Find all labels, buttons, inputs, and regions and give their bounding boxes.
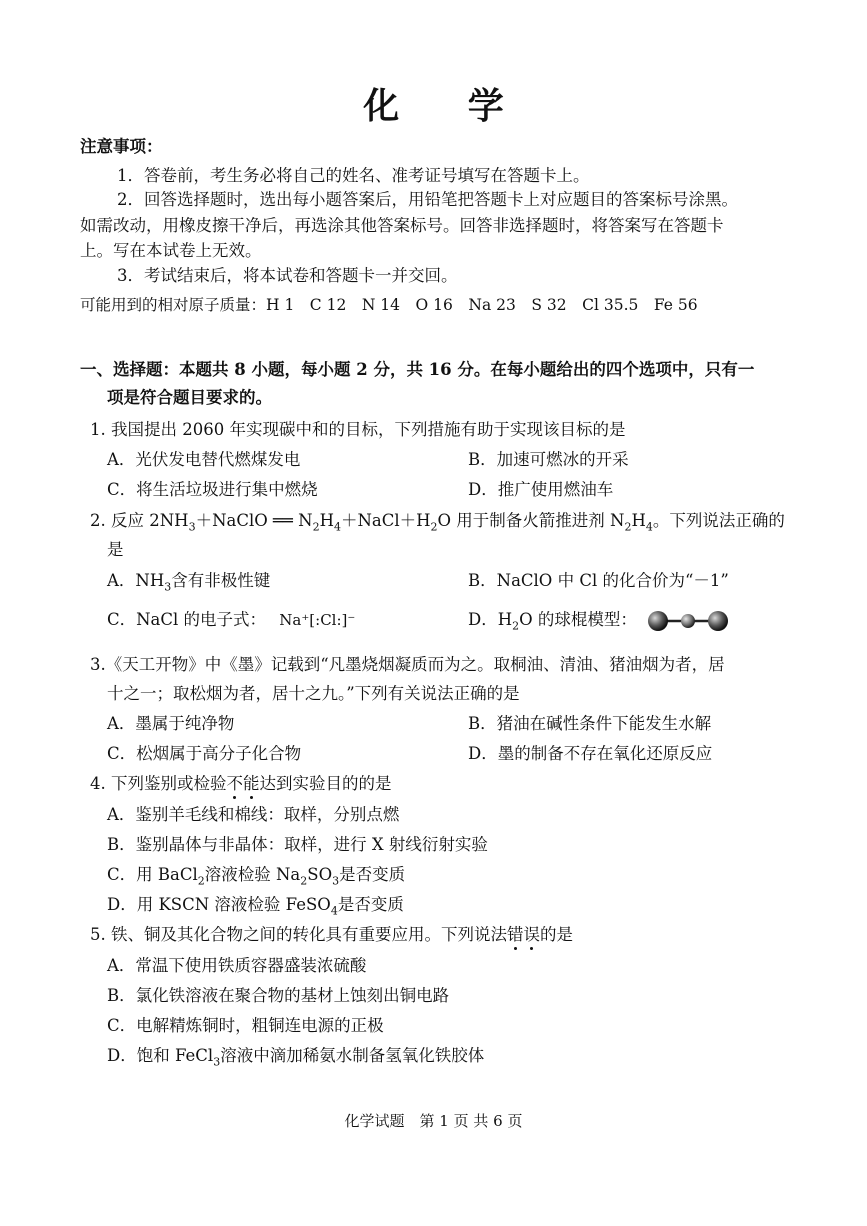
notice-heading: 注意事项： bbox=[80, 137, 163, 156]
q2-stem-cont: 是 bbox=[107, 540, 124, 559]
q5-option-a: A．常温下使用铁质容器盛装浓硫酸 bbox=[107, 956, 367, 975]
nacl-electron-formula: Na⁺[:Cl:]⁻ bbox=[279, 611, 356, 629]
q5-option-c: C．电解精炼铜时，粗铜连电源的正极 bbox=[107, 1016, 384, 1035]
page-title: 化 学 bbox=[363, 86, 532, 127]
q3-option-d: D．墨的制备不存在氧化还原反应 bbox=[468, 744, 713, 763]
q2-stem: 2. 反应 $2NH_3+NaClO$ ══ $N_2H_4+NaCl+H_2O$ 用于制备火箭推进剂 $N_2H_4$。下列说法正确的 bbox=[90, 511, 785, 534]
notice-item-2: 2．回答选择题时，选出每小题答案后，用铅笔把答题卡上对应题目的答案标号涂黑。 bbox=[117, 190, 738, 209]
page-footer: 化学试题 第 1 页 共 6 页 bbox=[344, 1112, 523, 1130]
q3-option-b: B．猪油在碱性条件下能发生水解 bbox=[468, 714, 712, 733]
q3-stem-cont: 十之一；取松烟为者，居十之九。”下列有关说法正确的是 bbox=[107, 684, 520, 703]
q5-stem: 5. 铁、铜及其化合物之间的转化具有重要应用。下列说法错误的是 bbox=[90, 921, 573, 945]
notice-item-2-end: 上。写在本试卷上无效。 bbox=[80, 241, 262, 260]
q5-option-d: D．饱和 FeCl$_3$溶液中滴加稀氨水制备氢氧化铁胶体 bbox=[107, 1046, 485, 1069]
q5-option-b: B．氯化铁溶液在聚合物的基材上蚀刻出铜电路 bbox=[107, 986, 450, 1005]
section-heading: 一、选择题：本题共 8 小题，每小题 2 分，共 16 分。在每小题给出的四个选项中，只有一 bbox=[80, 360, 755, 379]
q3-stem: 3.《天工开物》中《墨》记载到“凡墨烧烟凝质而为之。取桐油、清油、猪油烟为者，居 bbox=[90, 655, 725, 674]
q1-stem: 1. 我国提出 2060 年实现碳中和的目标，下列措施有助于实现该目标的是 bbox=[90, 420, 626, 439]
q4-option-a: A．鉴别羊毛线和棉线：取样，分别点燃 bbox=[107, 805, 400, 824]
q2-option-a: A．$NH_3$含有非极性键 bbox=[107, 571, 271, 594]
q1-option-d: D．推广使用燃油车 bbox=[468, 480, 614, 499]
q2-option-b: B．NaClO 中 Cl 的化合价为“－1” bbox=[468, 571, 729, 590]
notice-item-1: 1．答卷前，考生务必将自己的姓名、准考证号填写在答题卡上。 bbox=[117, 166, 590, 185]
q4-stem: 4. 下列鉴别或检验不能达到实验目的的是 bbox=[90, 770, 392, 794]
q4-option-c: C．用 BaCl$_2$溶液检验 $Na_2SO_3$是否变质 bbox=[107, 865, 406, 888]
q4-option-b: B．鉴别晶体与非晶体：取样，进行 X 射线衍射实验 bbox=[107, 835, 488, 854]
q3-option-c: C．松烟属于高分子化合物 bbox=[107, 744, 302, 763]
notice-item-2-cont: 如需改动，用橡皮擦干净后，再选涂其他答案标号。回答非选择题时，将答案写在答题卡 bbox=[80, 216, 724, 235]
q1-option-c: C．将生活垃圾进行集中燃烧 bbox=[107, 480, 318, 499]
q3-option-a: A．墨属于纯净物 bbox=[107, 714, 235, 733]
q1-option-b: B．加速可燃冰的开采 bbox=[468, 450, 629, 469]
ball-stick-model-icon bbox=[646, 608, 730, 634]
q1-option-a: A．光伏发电替代燃煤发电 bbox=[107, 450, 301, 469]
notice-item-3: 3．考试结束后，将本试卷和答题卡一并交回。 bbox=[117, 266, 458, 285]
q4-option-d: D．用 KSCN 溶液检验 FeSO$_4$是否变质 bbox=[107, 895, 404, 918]
section-heading-cont: 项是符合题目要求的。 bbox=[107, 388, 272, 407]
q2-option-d: D．$H_2O$ 的球棍模型： bbox=[468, 606, 730, 634]
atomic-mass: 可能用到的相对原子质量：H 1 C 12 N 14 O 16 Na 23 S 32 Cl 35.5 Fe 56 bbox=[80, 296, 698, 314]
q2-option-c: C．NaCl 的电子式： Na⁺[:Cl:]⁻ bbox=[107, 610, 356, 629]
